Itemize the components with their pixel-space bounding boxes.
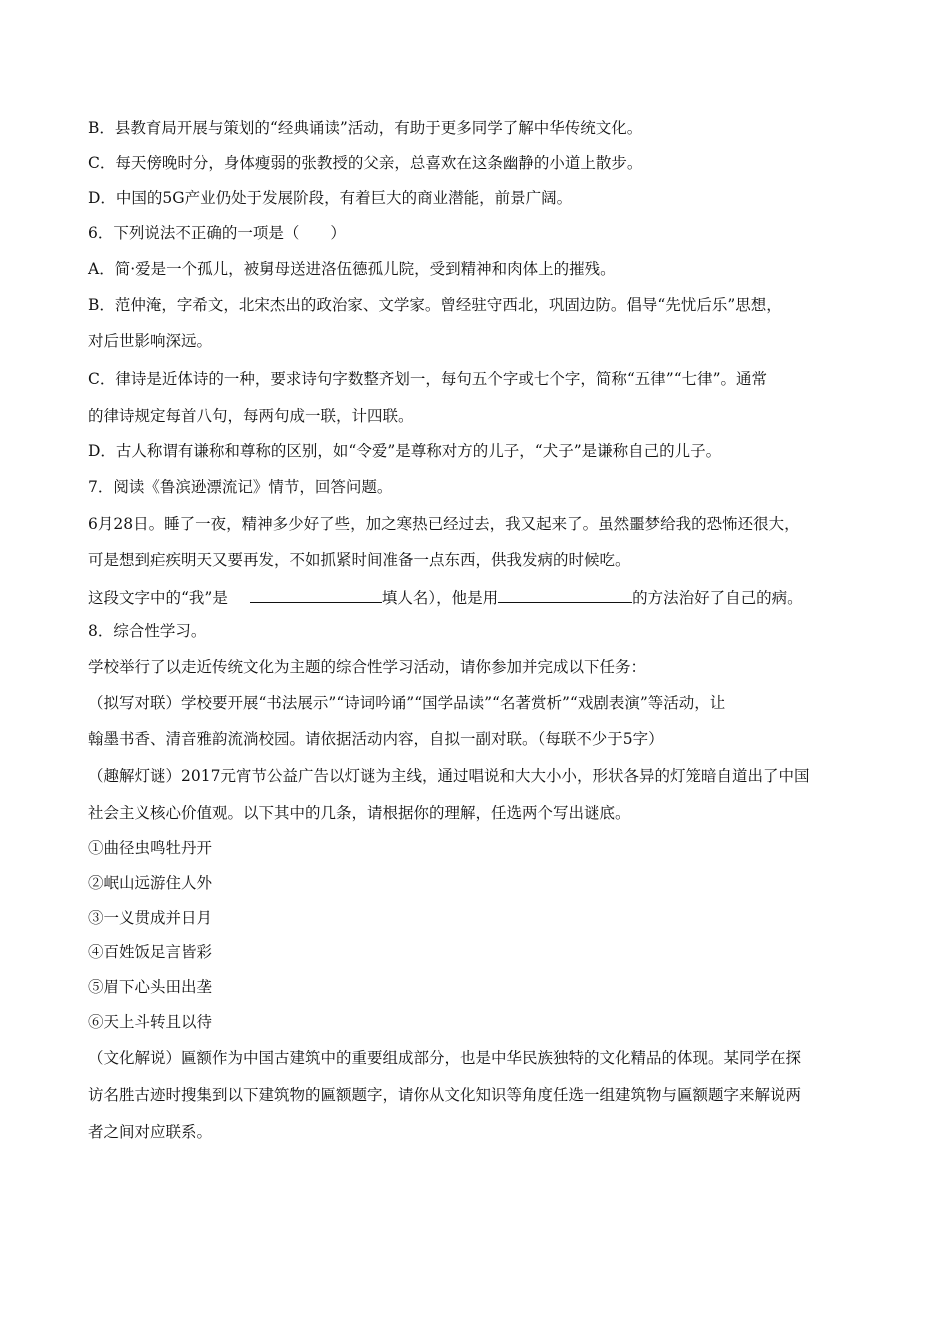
q7-passage-line2: 可是想到疟疾明天又要再发，不如抓紧时间准备一点东西，供我发病的时候吃。	[88, 551, 631, 569]
q7-fill-in-line	[88, 586, 868, 608]
option-c-line: C．每天傍晚时分，身体瘦弱的张教授的父亲，总喜欢在这条幽静的小道上散步。	[88, 154, 643, 172]
q8-intro: 学校举行了以走近传统文化为主题的综合性学习活动，请你参加并完成以下任务：	[88, 658, 647, 676]
plaque-task-line1: （文化解说）匾额作为中国古建筑中的重要组成部分，也是中华民族独特的文化精品的体现。某同学在探	[88, 1049, 802, 1067]
riddle-task-line1: （趣解灯谜）2017元宵节公益广告以灯谜为主线，通过唱说和大大小小，形状各异的灯笼暗自道出了中国	[88, 767, 810, 785]
q6-option-b-line2: 对后世影响深远。	[88, 332, 213, 350]
plaque-task-line2: 访名胜古迹时搜集到以下建筑物的匾额题字，请你从文化知识等角度任选一组建筑物与匾额题字来解说两	[88, 1086, 802, 1104]
q6-option-a: A．简·爱是一个孤儿，被舅母送进洛伍德孤儿院，受到精神和肉体上的摧残。	[88, 260, 616, 278]
riddle-item-3: ③一义贯成并日月	[88, 909, 213, 927]
riddle-task-line2: 社会主义核心价值观。以下其中的几条，请根据你的理解，任选两个写出谜底。	[88, 804, 631, 822]
riddle-item-6: ⑥天上斗转且以待	[88, 1013, 213, 1031]
riddle-item-1: ①曲径虫鸣牡丹开	[88, 839, 213, 857]
couplet-task-line2: 翰墨书香、清音雅韵流淌校园。请依据活动内容，自拟一副对联。（每联不少于5字）	[88, 730, 664, 748]
riddle-item-4: ④百姓饭足言皆彩	[88, 943, 213, 961]
q7-passage-line1: 6月28日。睡了一夜，精神多少好了些，加之寒热已经过去，我又起来了。虽然噩梦给我的恐怖还很大，	[88, 515, 800, 533]
name-answer-blank[interactable]	[250, 586, 382, 603]
fill-text-part1: 这段文字中的“我”是	[88, 589, 228, 607]
option-b-line: B．县教育局开展与策划的“经典诵读”活动，有助于更多同学了解中华传统文化。	[88, 119, 643, 137]
couplet-task-line1: （拟写对联）学校要开展“书法展示”“诗词吟诵”“国学品读”“名著赏析”“戏剧表演”等活动，让	[88, 694, 726, 712]
question-7-title: 7．阅读《鲁滨逊漂流记》情节，回答问题。	[88, 478, 393, 496]
riddle-item-2: ②岷山远游住人外	[88, 874, 213, 892]
q6-option-b-line1: B．范仲淹，字希文，北宋杰出的政治家、文学家。曾经驻守西北，巩固边防。倡导“先忧后乐”思想，	[88, 296, 782, 314]
method-answer-blank[interactable]	[498, 586, 632, 603]
question-8-title: 8．综合性学习。	[88, 622, 207, 640]
question-6-title: 6．下列说法不正确的一项是（ ）	[88, 224, 346, 242]
q6-option-c-line2: 的律诗规定每首八句，每两句成一联，计四联。	[88, 407, 414, 425]
fill-text-part3: 的方法治好了自己的病。	[632, 589, 803, 607]
option-d-line: D．中国的5G产业仍处于发展阶段，有着巨大的商业潜能，前景广阔。	[88, 189, 573, 207]
plaque-task-line3: 者之间对应联系。	[88, 1123, 213, 1141]
q6-option-d: D．古人称谓有谦称和尊称的区别，如“令爱”是尊称对方的儿子，“犬子”是谦称自己的儿子。	[88, 442, 722, 460]
riddle-item-5: ⑤眉下心头田出垄	[88, 978, 213, 996]
fill-text-part2: 填人名），他是用	[381, 589, 499, 607]
q6-option-c-line1: C．律诗是近体诗的一种，要求诗句字数整齐划一，每句五个字或七个字，简称“五律”“七律”。通常	[88, 370, 768, 388]
